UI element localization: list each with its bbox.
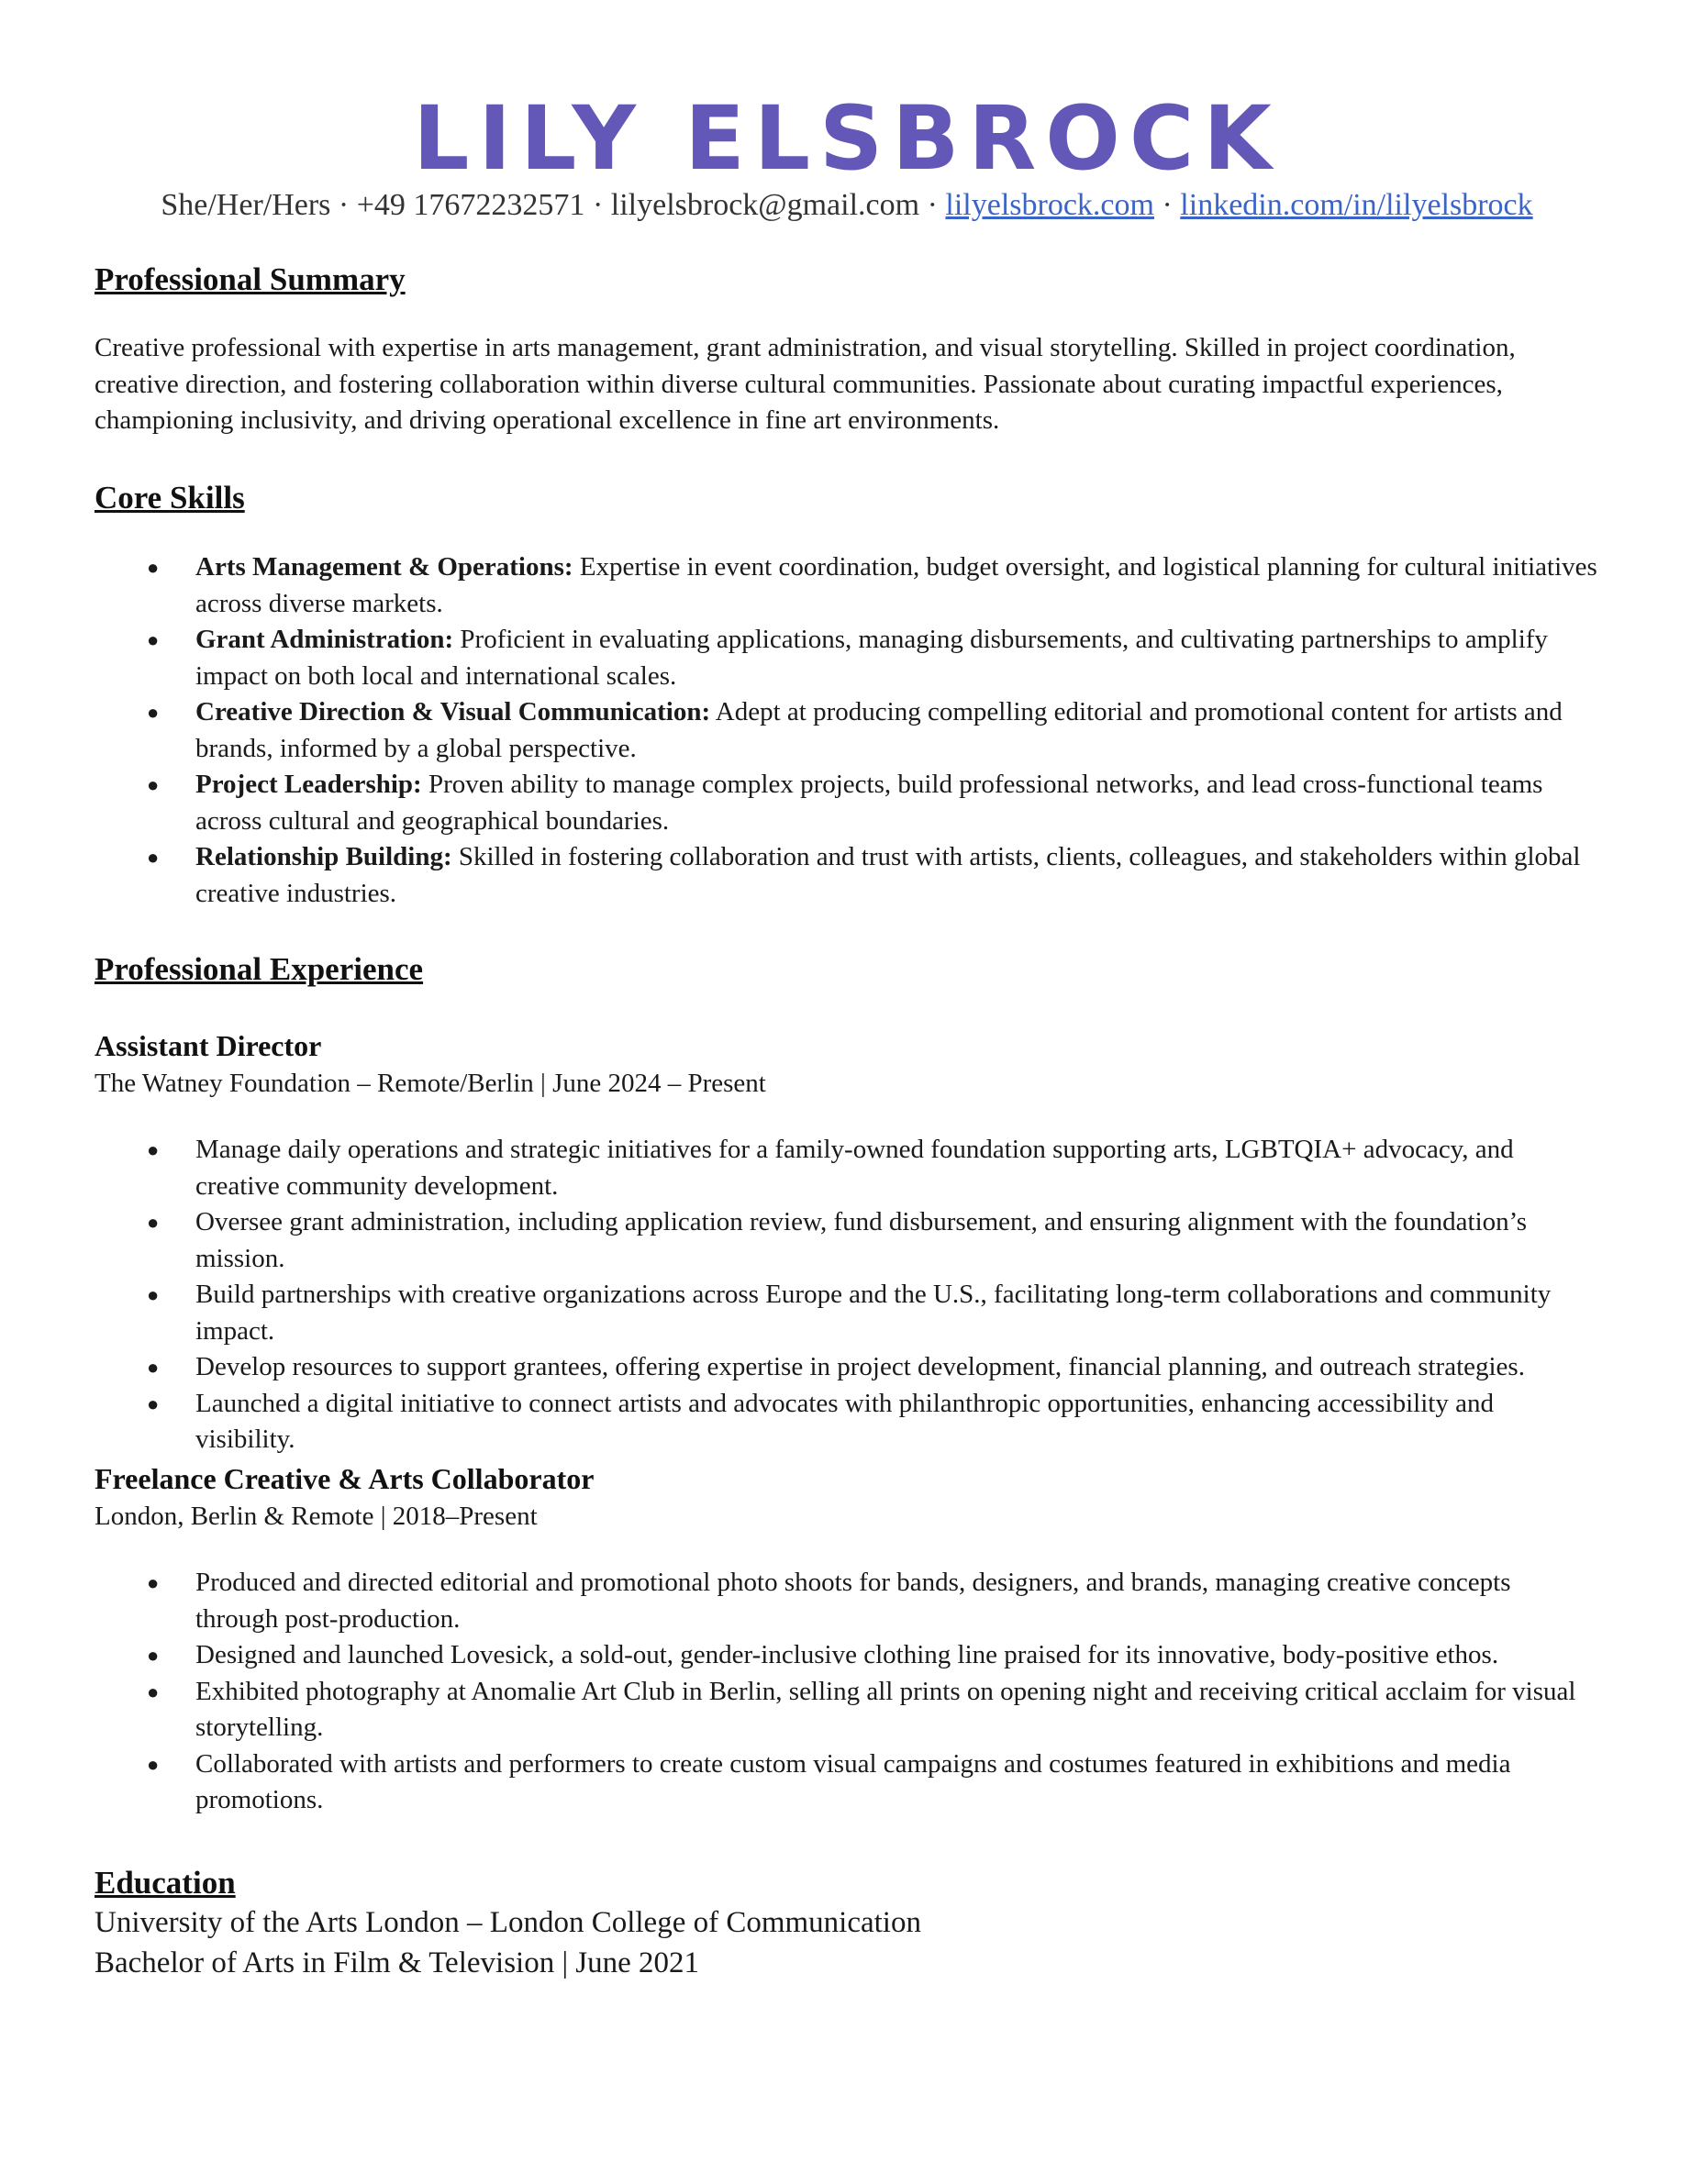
bullet-icon: ● bbox=[147, 1644, 160, 1667]
bullet-icon: ● bbox=[147, 1138, 160, 1161]
job-bullet-text: Collaborated with artists and performers to create custom visual campaigns and costumes featured in exhibitions and media promotions. bbox=[195, 1748, 1511, 1814]
list-item bbox=[95, 1277, 1599, 1349]
skill-text: Expertise in event coordination, budget oversight, and logistical planning for cultural initiatives across diverse markets. bbox=[195, 552, 1597, 618]
list-item bbox=[95, 1565, 1599, 1637]
list-item bbox=[95, 1746, 1599, 1819]
separator: · bbox=[919, 188, 946, 222]
experience-heading: Professional Experience bbox=[95, 951, 424, 987]
bullet-icon: ● bbox=[147, 628, 160, 651]
job-bullets bbox=[95, 1132, 1599, 1458]
phone-number: +49 17672232571 bbox=[356, 188, 585, 222]
job-title: Freelance Creative & Arts Collaborator bbox=[95, 1462, 595, 1495]
bullet-icon: ● bbox=[147, 1752, 160, 1776]
education-section bbox=[95, 1862, 1599, 1983]
bullet-icon: ● bbox=[147, 556, 160, 579]
job-bullet-text: Exhibited photography at Anomalie Art Club in Berlin, selling all prints on opening night and receiving critical acclaim for visual storytelling. bbox=[195, 1676, 1576, 1742]
bullet-icon: ● bbox=[147, 1356, 160, 1379]
pronouns: She/Her/Hers bbox=[161, 188, 331, 222]
bullet-icon: ● bbox=[147, 701, 160, 724]
list-item bbox=[95, 1132, 1599, 1204]
email-address: lilyelsbrock@gmail.com bbox=[610, 188, 920, 222]
job-bullet-text: Designed and launched Lovesick, a sold-out, gender-inclusive clothing line praised for its innovative, body-positive ethos. bbox=[195, 1640, 1499, 1669]
education-heading: Education bbox=[95, 1865, 236, 1901]
list-item bbox=[95, 1637, 1599, 1674]
job-bullet-text: Produced and directed editorial and promotional photo shoots for bands, designers, and brands, managing creative concepts through post-production. bbox=[195, 1568, 1511, 1634]
job-bullet-text: Build partnerships with creative organizations across Europe and the U.S., facilitating long-term collaborations and community impact. bbox=[195, 1280, 1552, 1346]
skill-text: Adept at producing compelling editorial and promotional content for artists and brands, informed by a global perspective. bbox=[195, 697, 1563, 763]
bullet-icon: ● bbox=[147, 1391, 160, 1415]
job-assistant-director bbox=[95, 1026, 1599, 1458]
skill-label: Project Leadership: bbox=[195, 770, 422, 799]
list-item bbox=[95, 839, 1599, 912]
skill-label: Creative Direction & Visual Communication: bbox=[195, 697, 711, 726]
job-bullet-text: Launched a digital initiative to connect artists and advocates with philanthropic opportunities, enhancing accessibility and visibility. bbox=[195, 1388, 1494, 1454]
bullet-icon: ● bbox=[147, 773, 160, 796]
skill-text: Proven ability to manage complex projects, build professional networks, and lead cross-functional teams across cultural and geographical boundaries. bbox=[195, 770, 1543, 836]
job-title: Assistant Director bbox=[95, 1029, 322, 1062]
job-bullets bbox=[95, 1565, 1599, 1819]
summary-section bbox=[95, 259, 1599, 439]
website-link[interactable]: lilyelsbrock.com bbox=[945, 188, 1154, 222]
list-item bbox=[95, 1349, 1599, 1386]
skill-text: Skilled in fostering collaboration and trust with artists, clients, colleagues, and stakeholders within global creative industries. bbox=[195, 842, 1581, 908]
skill-label: Grant Administration: bbox=[195, 625, 454, 654]
bullet-icon: ● bbox=[147, 846, 160, 869]
list-item bbox=[95, 549, 1599, 622]
bullet-icon: ● bbox=[147, 1680, 160, 1703]
job-bullet-text: Oversee grant administration, including application review, fund disbursement, and ensuring alignment with the foundation’s mission. bbox=[195, 1207, 1528, 1273]
separator: · bbox=[584, 188, 611, 222]
list-item bbox=[95, 1386, 1599, 1458]
skill-label: Relationship Building: bbox=[195, 842, 452, 871]
education-school: University of the Arts London – London College of Communication bbox=[95, 1906, 921, 1939]
job-bullet-text: Develop resources to support grantees, offering expertise in project development, financial planning, and outreach strategies. bbox=[195, 1352, 1525, 1381]
linkedin-link[interactable]: linkedin.com/in/lilyelsbrock bbox=[1180, 188, 1533, 222]
bullet-icon: ● bbox=[147, 1283, 160, 1306]
skills-section bbox=[95, 477, 1599, 912]
bullet-icon: ● bbox=[147, 1211, 160, 1234]
skills-heading: Core Skills bbox=[95, 480, 245, 516]
separator: · bbox=[330, 188, 357, 222]
job-meta: The Watney Foundation – Remote/Berlin | June 2024 – Present bbox=[95, 1069, 766, 1098]
experience-section bbox=[95, 948, 1599, 991]
separator: · bbox=[1153, 188, 1181, 222]
list-item bbox=[95, 1204, 1599, 1277]
list-item bbox=[95, 1674, 1599, 1746]
list-item bbox=[95, 767, 1599, 839]
job-meta: London, Berlin & Remote | 2018–Present bbox=[95, 1502, 538, 1531]
summary-heading: Professional Summary bbox=[95, 261, 406, 297]
education-degree: Bachelor of Arts in Film & Television | June 2021 bbox=[95, 1946, 700, 1979]
skill-text: Proficient in evaluating applications, managing disbursements, and cultivating partnerships to amplify impact on both local and international scales. bbox=[195, 625, 1548, 691]
job-freelance-creative bbox=[95, 1459, 1599, 1819]
bullet-icon: ● bbox=[147, 1571, 160, 1594]
summary-text: Creative professional with expertise in arts management, grant administration, and visual storytelling. Skilled in project coordination, creative direction, and fostering collaboration within diverse cultural communities. Passionate about curating impactful experiences, championing inclusivity, and driving operational excellence in fine art environments. bbox=[95, 333, 1516, 435]
contact-line bbox=[95, 183, 1599, 227]
list-item bbox=[95, 622, 1599, 694]
skills-list bbox=[95, 549, 1599, 912]
list-item bbox=[95, 694, 1599, 767]
skill-label: Arts Management & Operations: bbox=[195, 552, 573, 582]
candidate-name: LILY ELSBROCK bbox=[413, 87, 1281, 190]
job-bullet-text: Manage daily operations and strategic initiatives for a family-owned foundation supporting arts, LGBTQIA+ advocacy, and creative community development. bbox=[195, 1135, 1514, 1201]
